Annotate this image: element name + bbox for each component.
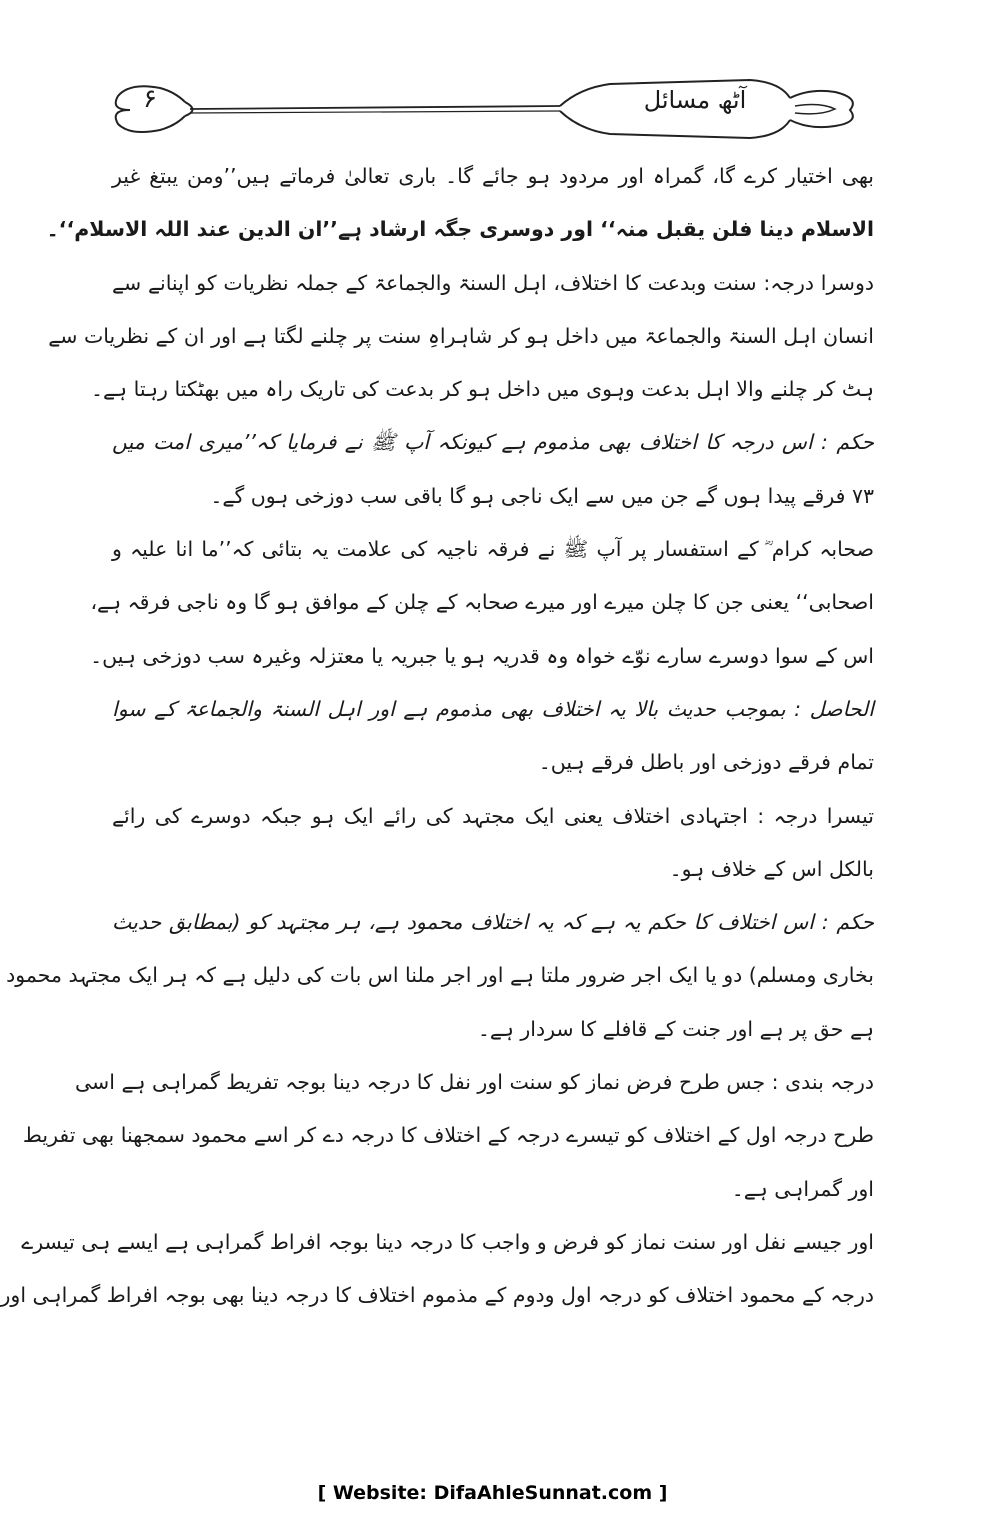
text-line: تمام فرقے دوزخی اور باطل فرقے ہیں۔ [538,750,874,775]
text-line: بالکل اس کے خلاف ہو۔ [669,856,874,881]
text-line: بھی اختیار کرے گا، گمراہ اور مردود ہو جائے گا۔ باری تعالیٰ فرماتے ہیں’’ومن یبتغ غیر [112,164,874,188]
text-line: اصحابی‘‘ یعنی جن کا چلن میرے اور میرے صحابہ کے چلن کے موافق ہو گا وہ ناجی فرقہ ہے، [90,590,874,615]
text-line: اور گمراہی ہے۔ [731,1176,874,1201]
text-line: دوسرا درجہ: سنت وبدعت کا اختلاف، اہل السنۃ والجماعۃ کے جملہ نظریات کو اپنانے سے [112,270,874,295]
page-number: ۶ [143,84,157,114]
text-line: طرح درجہ اول کے اختلاف کو تیسرے درجہ کے اختلاف کا درجہ دے کر اسے محمود سمجھنا بھی تفریط [22,1123,874,1148]
text-line: بخاری ومسلم) دو یا ایک اجر ضرور ملتا ہے اور اجر ملنا اس بات کی دلیل ہے کہ ہر ایک مجتہد محمود [6,963,874,988]
text-line: حکم : اس اختلاف کا حکم یہ ہے کہ یہ اختلاف محمود ہے، ہر مجتہد کو (بمطابق حدیث [112,910,874,935]
text-line: ۷۳ فرقے پیدا ہوں گے جن میں سے ایک ناجی ہو گا باقی سب دوزخی ہوں گے۔ [210,483,874,508]
text-line: درجہ کے محمود اختلاف کو درجہ اول ودوم کے مذموم اختلاف کا درجہ دینا بھی بوجہ افراط گمراہی اور [0,1283,874,1308]
text-line: ہٹ کر چلنے والا اہل بدعت وہوی میں داخل ہو کر بدعت کی تاریک راہ میں بھٹکتا رہتا ہے۔ [91,377,874,402]
text-line: انسان اہل السنۃ والجماعۃ میں داخل ہو کر شاہراہِ سنت پر چلنے لگتا ہے اور ان کے نظریات سے [48,323,874,348]
text-line: اس کے سوا دوسرے سارے نوّے خواہ وہ قدریہ ہو یا جبریہ یا معتزلہ وغیرہ سب دوزخی ہیں۔ [90,643,874,668]
footer-website: [ Website: DifaAhleSunnat.com ] [317,1482,668,1504]
text-line: الاسلام دینا فلن یقبل منہ‘‘ اور دوسری جگہ ارشاد ہے’’ان الدین عند اللہ الاسلام‘‘۔ [46,217,874,242]
page-header [90,58,880,158]
text-line: ہے حق پر ہے اور جنت کے قافلے کا سردار ہے۔ [477,1016,874,1041]
text-line: صحابہ کرام ؓ کے استفسار پر آپ ﷺ نے فرقہ ناجیہ کی علامت یہ بتائی کہ’’ما انا علیہ و [112,537,874,562]
header-title: آٹھ مسائل [643,86,747,114]
body-text [0,150,874,1323]
text-line: حکم : اس درجہ کا اختلاف بھی مذموم ہے کیونکہ آپ ﷺ نے فرمایا کہ’’میری امت میں [112,430,874,455]
text-line: الحاصل : بموجب حدیث بالا یہ اختلاف بھی مذموم ہے اور اہل السنۃ والجماعۃ کے سوا [112,696,874,721]
text-line: درجہ بندی : جس طرح فرض نماز کو سنت اور نفل کا درجہ دینا بوجہ تفریط گمراہی ہے اسی [74,1070,874,1095]
text-line: تیسرا درجہ : اجتہادی اختلاف یعنی ایک مجتہد کی رائے ایک ہو جبکہ دوسرے کی رائے [112,803,874,828]
text-line: اور جیسے نفل اور سنت نماز کو فرض و واجب کا درجہ دینا بوجہ افراط گمراہی ہے ایسے ہی تیسرے [21,1229,874,1254]
